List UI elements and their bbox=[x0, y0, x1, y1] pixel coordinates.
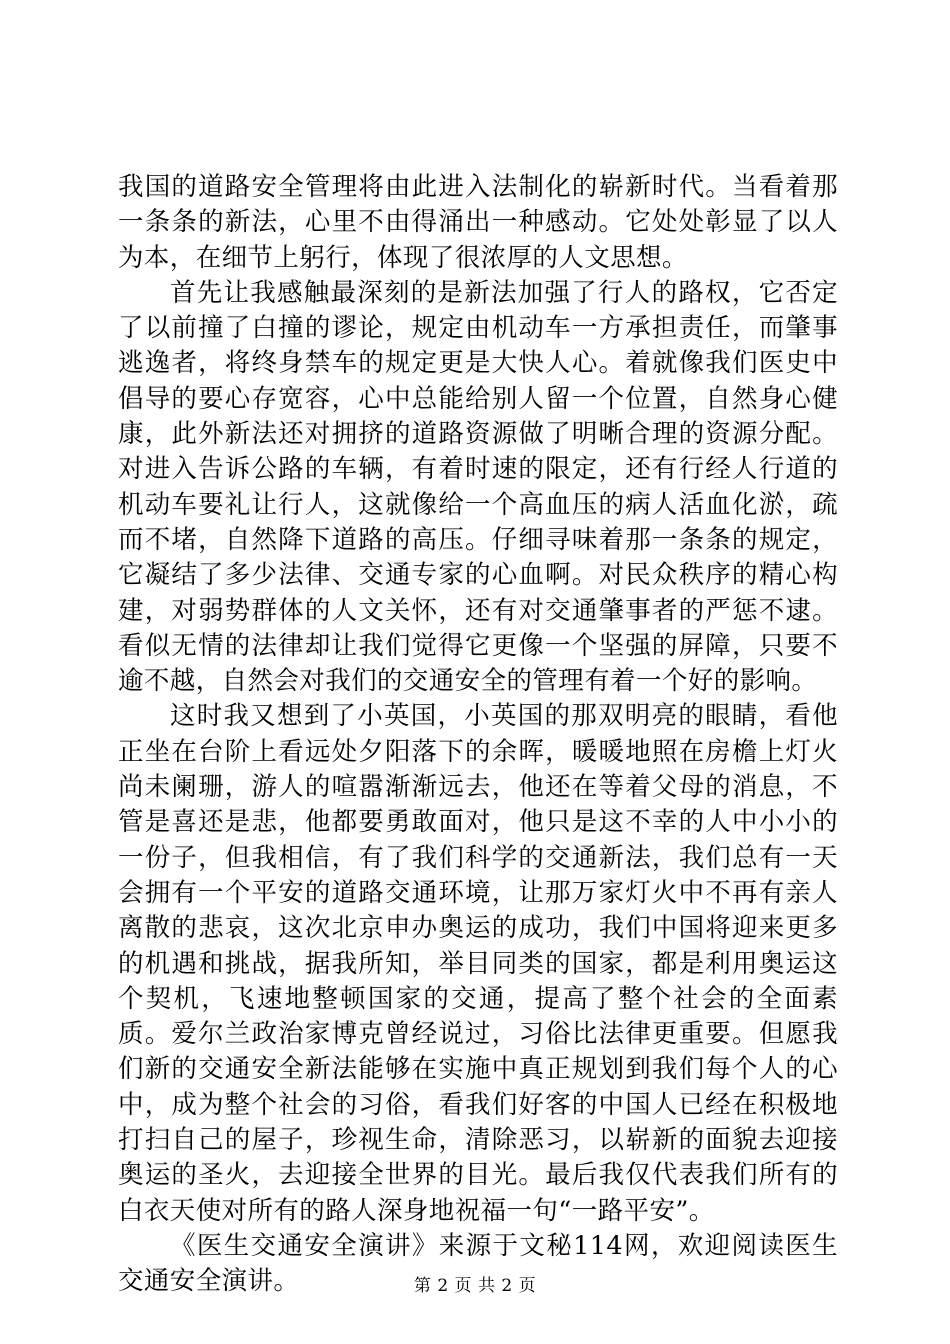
paragraph-source: 《医生交通安全演讲》来源于文秘114网，欢迎阅读医生交通安全演讲。 bbox=[118, 1230, 838, 1297]
paragraph-olympics: 这时我又想到了小英国，小英国的那双明亮的眼睛，看他正坐在台阶上看远处夕阳落下的余晖，暖暖地照在房檐上灯火尚未阑珊，游人的喧嚣渐渐远去，他还在等着父母的消息，不管是喜还是悲，他都要勇敢面对，他只是这不幸的人中小小的一份子，但我相信，有了我们科学的交通新法，我们总有一天会拥有一个平安的道路交通环境，让那万家灯火中不再有亲人离散的悲哀，这次北京申办奥运的成功，我们中国将迎来更多的机遇和挑战，据我所知，举目同类的国家，都是利用奥运这个契机，飞速地整顿国家的交通，提高了整个社会的全面素质。爱尔兰政治家博克曾经说过，习俗比法律更重要。但愿我们新的交通安全新法能够在实施中真正规划到我们每个人的心中，成为整个社会的习俗，看我们好客的中国人已经在积极地打扫自己的屋子，珍视生命，清除恶习，以崭新的面貌去迎接奥运的圣火，去迎接全世界的目光。最后我仅代表我们所有的白衣天使对所有的路人深身地祝福一句“一路平安”。 bbox=[118, 701, 838, 1226]
paragraph-new-law: 首先让我感触最深刻的是新法加强了行人的路权，它否定了以前撞了白撞的谬论，规定由机动车一方承担责任，而肇事逃逸者，将终身禁车的规定更是大快人心。着就像我们医史中倡导的要心存宽容，心中总能给别人留一个位置，自然身心健康，此外新法还对拥挤的道路资源做了明晰合理的资源分配。对进入告诉公路的车辆，有着时速的限定，还有行经人行道的机动车要礼让行人，这就像给一个高血压的病人活血化淤，疏而不堵，自然降下道路的高压。仔细寻味着那一条条的规定，它凝结了多少法律、交通专家的心血啊。对民众秩序的精心构建，对弱势群体的人文关怀，还有对交通肇事者的严惩不逮。看似无情的法律却让我们觉得它更像一个坚强的屏障，只要不逾不越，自然会对我们的交通安全的管理有着一个好的影响。 bbox=[118, 277, 838, 697]
paragraph-intro: 我国的道路安全管理将由此进入法制化的崭新时代。当看着那一条条的新法，心里不由得涌出一种感动。它处处彰显了以人为本，在细节上躬行，体现了很浓厚的人文思想。 bbox=[118, 172, 838, 273]
document-body bbox=[118, 170, 838, 1300]
page-footer: 第 2 页 共 2 页 bbox=[413, 1276, 537, 1296]
